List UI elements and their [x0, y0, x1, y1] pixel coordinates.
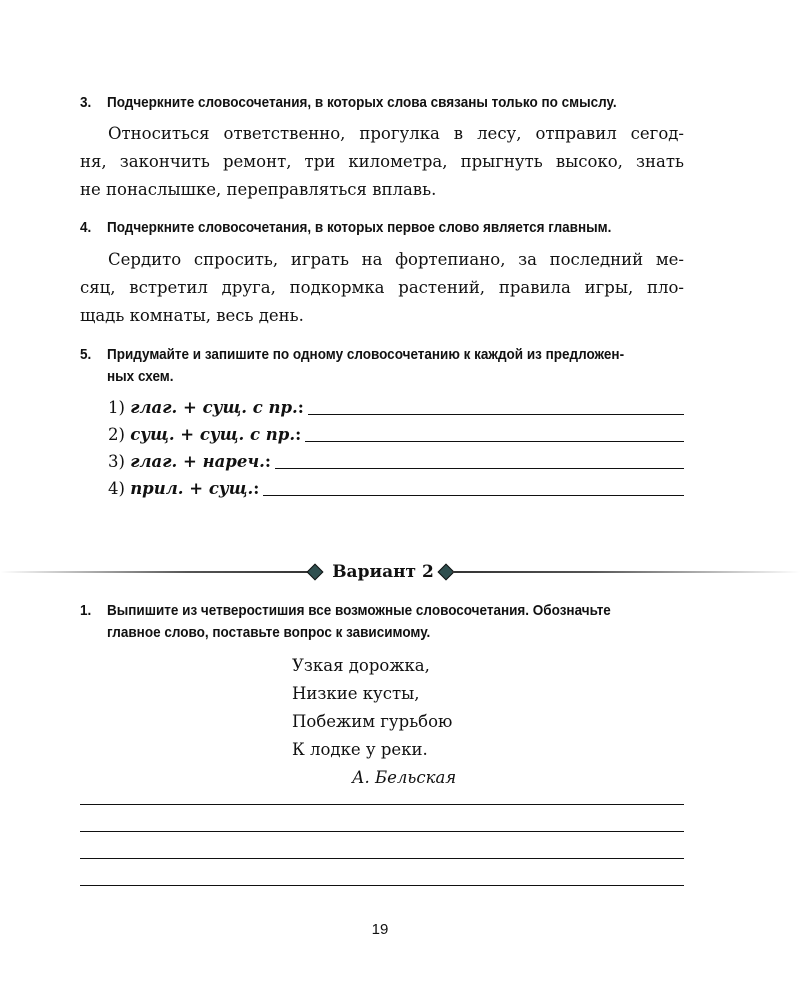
scheme-row-3 [108, 450, 684, 474]
task-3-line: не понаслышке, переправляться вплавь. [80, 180, 437, 199]
variant-title: Вариант 2 [332, 562, 434, 582]
writing-line[interactable] [80, 804, 684, 805]
answer-line[interactable] [275, 468, 684, 469]
answer-line[interactable] [305, 441, 684, 442]
scheme-label: 3) глаг. + нареч.: [108, 452, 271, 471]
scheme-row-4 [108, 477, 684, 501]
task-5-instruction-line1: Придумайте и запишите по одному словосочетанию к каждой из предложен- [107, 346, 625, 363]
task-1-instruction-line2: главное слово, поставьте вопрос к зависимому. [107, 624, 431, 641]
scheme-row-1 [108, 396, 684, 420]
task-3-title [80, 92, 625, 114]
task-3-line: Относиться ответственно, прогулка в лесу, отправил сегод- [108, 124, 684, 143]
answer-line[interactable] [263, 495, 684, 496]
task-3-line: ня, закончить ремонт, три километра, прыгнуть высоко, знать [80, 152, 684, 171]
scheme-label: 4) прил. + сущ.: [108, 479, 260, 498]
answer-line[interactable] [308, 414, 684, 415]
task-3-instruction: Подчеркните словосочетания, в которых слова связаны только по смыслу. [107, 94, 617, 111]
writing-line[interactable] [80, 858, 684, 859]
poem-line: Узкая дорожка, [292, 656, 430, 675]
scheme-label: 1) глаг. + сущ. с пр.: [108, 398, 304, 417]
task-4-title [80, 217, 625, 239]
task-1-title [80, 600, 685, 644]
task-4-text [80, 246, 684, 330]
task-5-title [80, 344, 685, 388]
task-5-instruction-line2: ных схем. [107, 368, 174, 385]
scheme-label: 2) сущ. + сущ. с пр.: [108, 425, 302, 444]
poem-line: Низкие кусты, [292, 684, 420, 703]
task-4-instruction: Подчеркните словосочетания, в которых первое слово является главным. [107, 219, 612, 236]
task-1-instruction-line1: Выпишите из четверостишия все возможные словосочетания. Обозначьте [107, 602, 611, 619]
task-4-line: сяц, встретил друга, подкормка растений, правила игры, пло- [80, 278, 684, 297]
poem-line: Побежим гурьбою [292, 712, 453, 731]
poem [292, 652, 456, 792]
task-4-line: щадь комнаты, весь день. [80, 306, 304, 325]
variant-header [0, 558, 800, 586]
divider-right [452, 571, 800, 573]
task-3-number: 3. [80, 94, 92, 111]
writing-line[interactable] [80, 885, 684, 886]
task-4-number: 4. [80, 219, 92, 236]
writing-line[interactable] [80, 831, 684, 832]
task-5-number: 5. [80, 346, 92, 363]
poem-line: К лодке у реки. [292, 740, 428, 759]
page-number: 19 [371, 921, 389, 938]
task-4-line: Сердито спросить, играть на фортепиано, за последний ме- [108, 250, 684, 269]
task-1-number: 1. [80, 602, 92, 619]
poem-author: А. Бельская [352, 768, 457, 787]
diamond-icon [307, 564, 324, 581]
divider-left [0, 571, 312, 573]
scheme-row-2 [108, 423, 684, 447]
task-3-text [80, 120, 684, 204]
